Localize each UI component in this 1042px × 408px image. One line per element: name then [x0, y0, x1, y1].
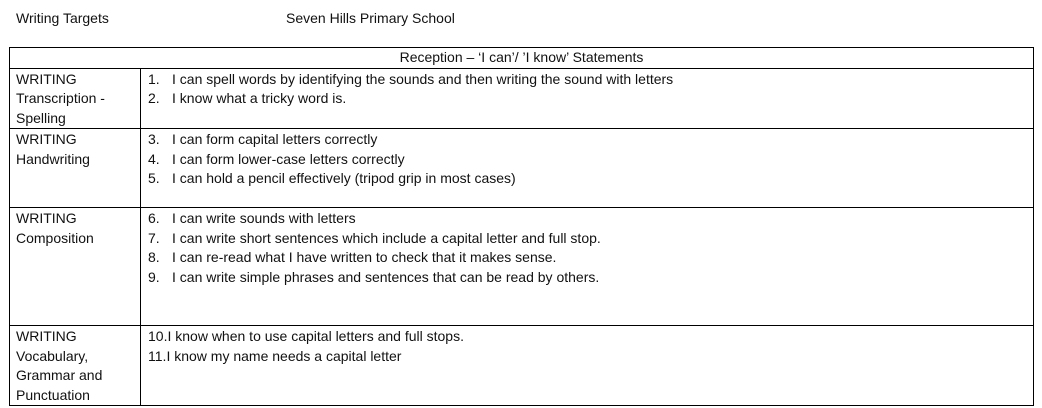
- statement-text: I can spell words by identifying the sounds and then writing the sound with letters: [172, 70, 674, 87]
- statement-text: I know what a tricky word is.: [172, 90, 347, 106]
- statement-number: 7.: [148, 229, 160, 246]
- category-label: WRITING: [16, 131, 77, 147]
- category-label: Spelling: [16, 109, 66, 126]
- category-label: Transcription -: [16, 90, 105, 106]
- statement-number: 11.: [148, 347, 167, 364]
- statement-text: I can write short sentences which include a capital letter and full stop.: [172, 229, 601, 246]
- statement-item: [148, 169, 1033, 189]
- table-heading-row: [10, 48, 1034, 69]
- category-label: Vocabulary,: [16, 347, 89, 364]
- statement-number: 5.: [148, 170, 160, 186]
- table-heading: Reception – ‘I can’/ ’I know’ Statements: [10, 48, 1034, 69]
- statement-item: [148, 209, 1033, 229]
- statement-item: [148, 347, 1033, 367]
- statement-text: I can re-read what I have written to check that it makes sense.: [172, 249, 557, 265]
- category-label: WRITING: [16, 328, 77, 344]
- statement-number: 10.: [148, 328, 168, 344]
- category-label: Composition: [16, 229, 94, 246]
- statement-number: 8.: [148, 249, 160, 265]
- category-cell: [10, 68, 141, 129]
- table-row: [10, 208, 1034, 326]
- school-name: Seven Hills Primary School: [286, 10, 455, 26]
- statement-item: [148, 70, 1033, 90]
- document-title: Writing Targets: [16, 10, 109, 26]
- statement-item: [148, 89, 1033, 109]
- statements-cell: [141, 326, 1034, 406]
- category-label: WRITING: [16, 210, 77, 226]
- statement-item: [148, 229, 1033, 249]
- category-label: Grammar and: [16, 367, 103, 383]
- statement-text: I can write simple phrases and sentences that can be read by others.: [172, 268, 600, 285]
- category-label: Punctuation: [16, 386, 90, 403]
- statement-text: I can write sounds with letters: [172, 210, 356, 226]
- statement-number: 2.: [148, 90, 160, 106]
- page-header: [16, 10, 1016, 30]
- statement-number: 3.: [148, 131, 160, 147]
- statement-number: 6.: [148, 210, 160, 226]
- statement-item: [148, 327, 1033, 347]
- category-cell: [10, 326, 141, 406]
- statement-number: 9.: [148, 268, 160, 285]
- table-row: [10, 326, 1034, 406]
- statements-cell: [141, 208, 1034, 326]
- statement-text: I know my name needs a capital letter: [166, 347, 402, 364]
- category-cell: [10, 208, 141, 326]
- statement-text: I can form capital letters correctly: [172, 131, 378, 147]
- statements-cell: [141, 68, 1034, 129]
- statement-item: [148, 268, 1033, 288]
- statement-text: I know when to use capital letters and full stops.: [167, 328, 464, 344]
- statement-item: [148, 150, 1033, 170]
- statements-cell: [141, 129, 1034, 208]
- statement-number: 4.: [148, 150, 160, 167]
- category-label: Handwriting: [16, 150, 90, 167]
- writing-targets-table: [9, 47, 1034, 406]
- statement-item: [148, 248, 1033, 268]
- statement-item: [148, 130, 1033, 150]
- statement-text: I can hold a pencil effectively (tripod grip in most cases): [172, 170, 516, 186]
- table-row: [10, 68, 1034, 129]
- statement-number: 1.: [148, 70, 160, 87]
- category-label: WRITING: [16, 70, 77, 87]
- table-row: [10, 129, 1034, 208]
- statement-text: I can form lower-case letters correctly: [172, 150, 405, 167]
- category-cell: [10, 129, 141, 208]
